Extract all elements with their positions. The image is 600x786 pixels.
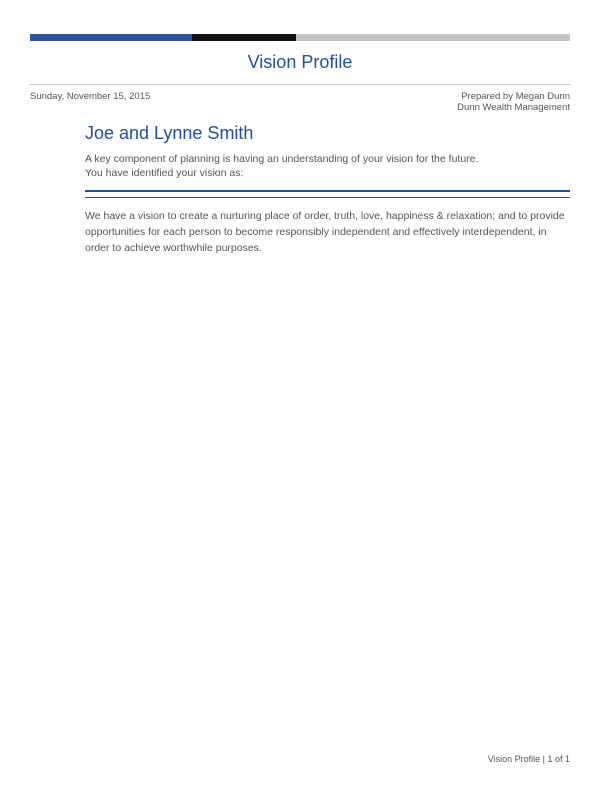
page-footer: Vision Profile | 1 of 1 [487,754,570,764]
firm-name: Dunn Wealth Management [457,102,570,113]
client-name-heading: Joe and Lynne Smith [85,123,254,143]
document-title: Vision Profile [247,52,353,72]
color-bar-blue-segment [30,34,192,41]
intro-line-2: You have identified your vision as: [85,167,244,179]
header-color-bar [30,34,570,41]
prepared-by-block [457,91,570,113]
vision-statement: We have a vision to create a nurturing place of order, truth, love, happiness & relaxation; and to provide opportunities for each person to become responsibly independent and effectively interdependent, in order to achieve worthwhile purposes. [85,210,565,254]
title-divider [30,84,570,85]
prepared-by-label: Prepared by Megan Dunn [461,91,570,102]
report-date: Sunday, November 15, 2015 [30,91,151,102]
vision-divider-top [85,190,570,192]
color-bar-gray-segment [296,34,570,41]
color-bar-black-segment [192,34,296,41]
vision-divider-bottom [85,197,570,198]
intro-paragraph [85,152,565,180]
intro-line-1: A key component of planning is having an understanding of your vision for the future. [85,153,479,165]
